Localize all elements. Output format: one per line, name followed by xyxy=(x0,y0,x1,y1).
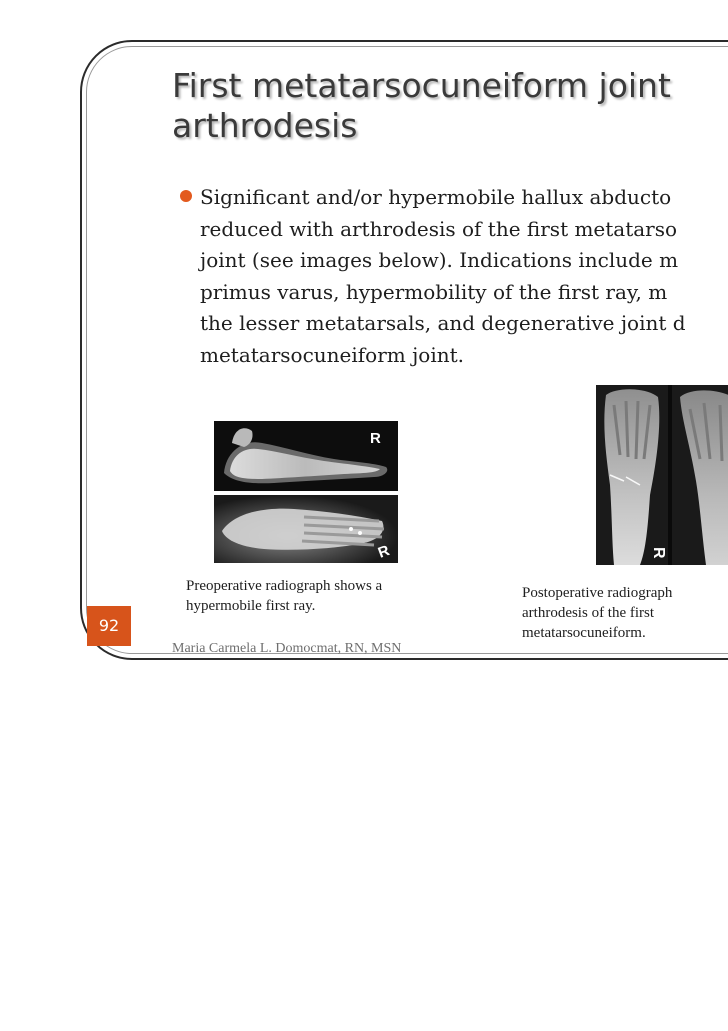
radiograph-marker-r-post: R xyxy=(650,547,667,559)
preoperative-radiograph-image xyxy=(214,421,398,563)
bullet-line-5: the lesser metatarsals, and degenerative joint d xyxy=(200,311,686,335)
postoperative-radiograph xyxy=(596,385,728,565)
radiograph-marker-r: R xyxy=(370,430,381,447)
postoperative-radiograph-image xyxy=(596,385,728,565)
slide-title-line-1: First metatarsocuneiform joint xyxy=(172,66,671,105)
postoperative-caption-line-3: metatarsocuneiform. xyxy=(522,625,646,641)
slide-number-badge: 92 xyxy=(87,606,131,646)
slide-title xyxy=(172,66,728,146)
preoperative-radiograph xyxy=(214,421,398,563)
bullet-line-1: Significant and/or hypermobile hallux abducto xyxy=(200,185,672,209)
bullet-line-2: reduced with arthrodesis of the first metatarso xyxy=(200,216,678,241)
slide-title-line-2: arthrodesis xyxy=(172,106,358,145)
postoperative-caption xyxy=(522,583,672,643)
preoperative-caption-line-2: hypermobile first ray. xyxy=(186,598,316,614)
footer-author: Maria Carmela L. Domocmat, RN, MSN xyxy=(172,641,402,656)
postoperative-caption-line-2: arthrodesis of the first xyxy=(522,605,655,621)
bullet-text xyxy=(200,182,728,371)
preoperative-caption-line-1: Preoperative radiograph shows a xyxy=(186,578,383,594)
postoperative-caption-line-1: Postoperative radiograph xyxy=(522,585,673,601)
preoperative-caption xyxy=(186,576,382,616)
bullet-line-4: primus varus, hypermobility of the first ray, m xyxy=(200,279,668,304)
bullet-dot-icon xyxy=(180,190,192,202)
radiograph-marker-r-ap: R xyxy=(375,542,392,562)
bullet-line-3: joint (see images below). Indications include m xyxy=(200,248,679,272)
bullet-line-6: metatarsocuneiform joint. xyxy=(200,342,465,367)
